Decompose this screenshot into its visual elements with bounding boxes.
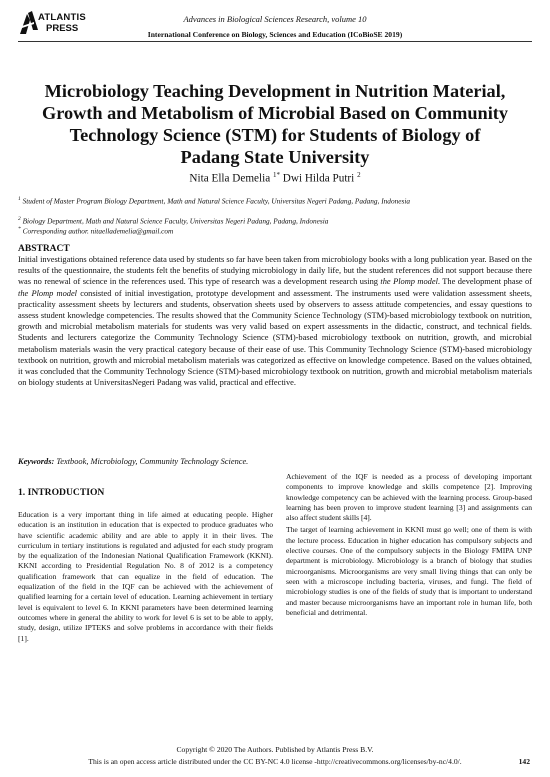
affiliation-mark: 1 (18, 196, 21, 202)
abstract-emphasis: the Plomp model (380, 277, 438, 287)
affiliation-text: Student of Master Program Biology Department, Math and Natural Science Faculty, Universitas Negeri Padang, Padang, Indonesia (22, 196, 411, 206)
author-line (0, 171, 550, 185)
author-mark: 2 (357, 171, 361, 179)
paragraph: Achievement of the IQF is needed as a process of developing important components to improve knowledge and skills competence [2]. Improving knowledge competency can be achieved with the learning process. Group-based learning has been proven to improve student learning [3] and assignments can also affect student skills [4]. (286, 472, 532, 523)
paragraph: The target of learning achievement in KKNI must go well; one of them is with the lecture process. Education in higher education has compulsory subjects and elective courses. One of the compulsory subjects in the Biology FMIPA UNP department is microbiology. Microbiology is a branch of biology that studies microorganisms. Microorganisms are very small living things that can only be seen with a microscope including bacteria, viruses, and fungi. The field of microbiology studies is one of the fields of study that is important to understand and master because microorganisms have an important role in human life, both beneficial and detrimental. (286, 525, 532, 617)
license-notice: This is an open access article distributed under the CC BY-NC 4.0 license -http://creativecommons.org/licenses/by-nc/4.0/. (88, 757, 462, 766)
keywords-label: Keywords: (18, 457, 55, 466)
abstract-text: Initial investigations obtained reference data used by students so far have been taken from microbiology books with a long publication year. Based on the results of the questionnaire, the students felt the benefits of studying microbiology in daily life, but the student references did not support because there was no renewal of science in the references used. This type of research was a development research using (18, 255, 532, 287)
paper-title: Microbiology Teaching Development in Nutrition Material, Growth and Metabolism of Microbial Based on Community Technology Science (STM) for Students of Biology of Padang State University (41, 81, 509, 167)
copyright-notice: Copyright © 2020 The Authors. Published by Atlantis Press B.V. (176, 745, 374, 754)
logo-line1: ATLANTIS (38, 12, 86, 23)
abstract-text: . The development phase of (437, 277, 532, 287)
author-name: Dwi Hilda Putri (282, 172, 355, 185)
abstract-body (18, 254, 532, 388)
abstract-emphasis: the Plomp model (18, 288, 78, 298)
abstract-text: consisted of initial investigation, prototype development and assessment. The instruments used were validation assessment sheets, practicality assessment sheets by lecturers and students, observation sheets used by observers to assess attitude competencies, and essay questions to assess student knowledge competencies. The results showed that the Community Science Technology (STM)-based microbiology textbook on nutrition, growth and microbial metabolism materials for students was very valid based on expert assessments in the didactic, construct, and technical fields. Students and lecturers categorize the Community Technology Science (STM)-based microbiology textbook on nutrition, growth, and microbial metabolism materials wasin the very practical category because of their ease of use. This Community Technology Science (STM)-based microbiology textbook on nutrition, growth and microbial metabolism materials was categorized as effective on knowledge competence. Based on the values obtained, it was concluded that the Community Technology Science (STM)-based microbiology textbook on nutrition, growth and microbial metabolism materials on biology students at UniversitasNegeri Padang was valid, practical and effective. (18, 288, 532, 388)
affiliation-1 (18, 195, 528, 206)
abstract-heading: ABSTRACT (18, 244, 70, 254)
affiliation-mark: * (18, 226, 21, 232)
right-column (286, 472, 532, 618)
conference-title: International Conference on Biology, Sciences and Education (ICoBioSE 2019) (147, 30, 403, 39)
corresponding-author (18, 225, 528, 236)
keywords (18, 457, 248, 466)
affiliation-text: Biology Department, Math and Natural Science Faculty, Universitas Negeri Padang, Padang, Indonesia (22, 216, 329, 226)
left-column (18, 510, 273, 644)
author-mark: 1* (272, 171, 280, 179)
affiliation-mark: 2 (18, 216, 21, 222)
section-heading-introduction: 1. INTRODUCTION (18, 487, 105, 498)
keywords-text: Textbook, Microbiology, Community Technology Science. (56, 457, 249, 466)
author-name: Nita Ella Demelia (189, 172, 271, 185)
logo-line2: PRESS (46, 23, 79, 34)
page-number: 142 (518, 757, 530, 766)
header-rule (18, 41, 532, 42)
paragraph: Education is a very important thing in life aimed at educating people. Higher education is an institution in education that is expected to produce graduates who have scientific academic ability and are able to apply it in their lives. The curriculum in tertiary institutions is regulated and adjusted for each study program by the equalization of the Indonesian National Qualification Framework (KKNI). KKNI according to Presidential Regulation No. 8 of 2012 is a competency qualification framework that can equalize in the field of education. The equalization of the field in the IQF can be achieved with the achievement of qualified learning for a certain level of education. Learning achievement in tertiary level is equivalent to level 6. In KKNI parameters have been determined learning outcomes where in general the ability to work for level 6 is set to be able to apply, study, design, utilize IPTEKS and solve problems in accordance with their fields [1]. (18, 510, 273, 643)
journal-title: Advances in Biological Sciences Research, volume 10 (183, 14, 367, 24)
affiliation-text: Corresponding author. nitaellademelia@gmail.com (22, 226, 174, 236)
